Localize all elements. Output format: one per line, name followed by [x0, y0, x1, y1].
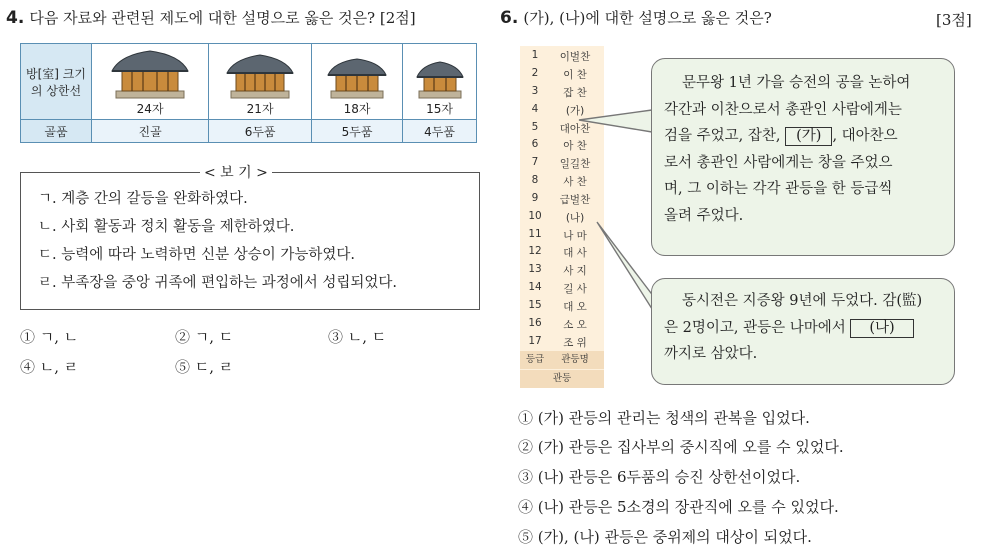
- rank-title: 나 마: [563, 230, 587, 242]
- bubble2-line2: [664, 315, 946, 342]
- bubble1-line1: 문무왕 1년 가을 승전의 공을 논하여: [682, 75, 911, 91]
- bubble1-line5: 며, 그 이하는 각각 관등을 한 등급씩: [664, 181, 893, 197]
- rank-num: 2: [531, 67, 539, 79]
- rank-title: 급벌찬: [559, 194, 591, 206]
- bubble1-line3: [664, 123, 946, 150]
- house-large-icon: [110, 47, 190, 99]
- bubble1-line2: 각간과 이찬으로서 총관인 사람에게는: [664, 101, 902, 118]
- q4-number: 4.: [6, 8, 25, 28]
- rank-title: 대 오: [563, 301, 587, 313]
- q6-option-5[interactable]: ⑤ (가), (나) 관등은 중위제의 대상이 되었다.: [518, 528, 812, 546]
- q6-header: [500, 7, 772, 28]
- blank-na: (나): [850, 319, 913, 338]
- rank-title: 일길찬: [559, 158, 591, 170]
- q4-choice-3[interactable]: ③ ㄴ, ㄷ: [328, 328, 387, 346]
- rank-title: 사 지: [563, 265, 587, 277]
- rank-title: 잡 찬: [563, 87, 587, 99]
- size-value-2: 21자: [246, 102, 274, 116]
- rank-num: 9: [531, 192, 539, 204]
- bogi-item-2: ㄴ. 사회 활동과 정치 활동을 제한하였다.: [38, 219, 295, 235]
- bubble1-line6: 올려 주었다.: [664, 207, 744, 224]
- size-label-line2: 의 상한선: [30, 83, 82, 98]
- house-cell-2: [209, 44, 312, 120]
- q6-option-3[interactable]: ③ (나) 관등은 6두품의 승진 상한선이었다.: [518, 468, 801, 486]
- bogi-item-1: ㄱ. 계층 간의 갈등을 완화하였다.: [38, 191, 248, 207]
- rank-title: 아 찬: [563, 140, 587, 152]
- rank-name-label: 관등명: [561, 354, 589, 365]
- rank-num: 3: [531, 85, 539, 97]
- rank-value-1: 진골: [92, 120, 209, 143]
- bogi-item-4: ㄹ. 부족장을 중앙 귀족에 편입하는 과정에서 성립되었다.: [38, 275, 398, 291]
- rank-num: 4: [531, 103, 539, 115]
- rank-label: 골품: [21, 120, 92, 143]
- rank-num: 12: [528, 245, 542, 257]
- q6-option-4[interactable]: ④ (나) 관등은 5소경의 장관직에 오를 수 있었다.: [518, 498, 839, 516]
- rank-title: 조 위: [563, 337, 587, 349]
- bogi-title: < 보 기 >: [200, 162, 272, 182]
- rank-num: 6: [531, 138, 539, 150]
- bubble2-line1: 동시전은 지증왕 9년에 두었다. 감(監): [682, 293, 923, 309]
- size-value-3: 18자: [343, 102, 371, 116]
- q4-header: [6, 7, 416, 28]
- callout-pointer-1: [579, 110, 652, 132]
- rank-num: 14: [528, 281, 542, 293]
- house-cell-4: [403, 44, 477, 120]
- rank-title: 대 사: [563, 247, 587, 259]
- rank-num: 17: [528, 335, 542, 347]
- rank-title: 사 찬: [563, 176, 587, 188]
- rank-value-2: 6두품: [209, 120, 312, 143]
- table-row-header-size: [21, 44, 92, 120]
- speech-bubble-1: [651, 58, 955, 256]
- rank-row-1: [520, 49, 604, 67]
- rank-num: 10: [528, 210, 542, 222]
- size-value-1: 24자: [136, 102, 164, 116]
- q6-option-1[interactable]: ① (가) 관등의 관리는 청색의 관복을 입었다.: [518, 409, 810, 427]
- q6-option-2[interactable]: ② (가) 관등은 집사부의 중시직에 오를 수 있었다.: [518, 438, 844, 456]
- rank-title: 이 찬: [563, 69, 587, 81]
- house-small-icon: [326, 55, 388, 99]
- rank-num: 11: [528, 228, 542, 240]
- bubble1-line4: 로서 총관인 사람에게는 창을 주었으: [664, 154, 893, 171]
- house-cell-3: [311, 44, 402, 120]
- size-label-line1: 방[室] 크기: [26, 66, 86, 81]
- bubble2-line3: 까지로 삼았다.: [664, 346, 758, 362]
- q4-choice-4[interactable]: ④ ㄴ, ㄹ: [20, 358, 79, 376]
- rank-num: 8: [531, 174, 539, 186]
- rank-value-4: 4두품: [403, 120, 477, 143]
- bogi-item-3: ㄷ. 능력에 따라 노력하면 신분 상승이 가능하였다.: [38, 247, 356, 263]
- rank-title: (가): [565, 105, 585, 117]
- bubble1-line3b: , 대아찬으: [832, 128, 898, 144]
- rank-title: 소 오: [563, 319, 587, 331]
- q4-choice-2[interactable]: ② ㄱ, ㄷ: [175, 328, 234, 346]
- rank-value-3: 5두품: [311, 120, 402, 143]
- q6-question-text: (가), (나)에 대한 설명으로 옳은 것은?: [523, 9, 772, 27]
- rank-footer: 관등: [520, 370, 604, 388]
- rank-num: 7: [531, 156, 539, 168]
- q6-points: [3점]: [936, 11, 972, 29]
- q4-question-text: 다음 자료와 관련된 제도에 대한 설명으로 옳은 것은? [2점]: [29, 9, 416, 27]
- q4-choice-1[interactable]: ① ㄱ, ㄴ: [20, 328, 79, 346]
- rank-num: 13: [528, 263, 542, 275]
- rank-title: 길 사: [563, 283, 587, 295]
- callout-pointer-2: [597, 222, 654, 312]
- house-smallest-icon: [415, 59, 465, 99]
- rank-num: 15: [528, 299, 542, 311]
- blank-ga: (가): [785, 127, 832, 146]
- rank-num: 5: [531, 121, 539, 133]
- size-value-4: 15자: [426, 102, 454, 116]
- rank-grade-label: 등급: [525, 354, 545, 365]
- q6-number: 6.: [500, 8, 519, 28]
- speech-bubble-2: [651, 278, 955, 385]
- rank-num: 16: [528, 317, 542, 329]
- house-size-table: [20, 43, 477, 143]
- bubble1-line3a: 검을 주었고, 잡찬,: [664, 128, 781, 144]
- rank-num: 1: [531, 49, 539, 61]
- q4-choice-5[interactable]: ⑤ ㄷ, ㄹ: [175, 358, 234, 376]
- house-medium-icon: [225, 51, 295, 99]
- bubble2-line2a: 은 2명이고, 관등은 나마에서: [664, 319, 846, 336]
- rank-title: 이벌찬: [559, 51, 591, 63]
- rank-title: (나): [565, 212, 585, 224]
- house-cell-1: [92, 44, 209, 120]
- rank-title: 대아찬: [559, 123, 591, 135]
